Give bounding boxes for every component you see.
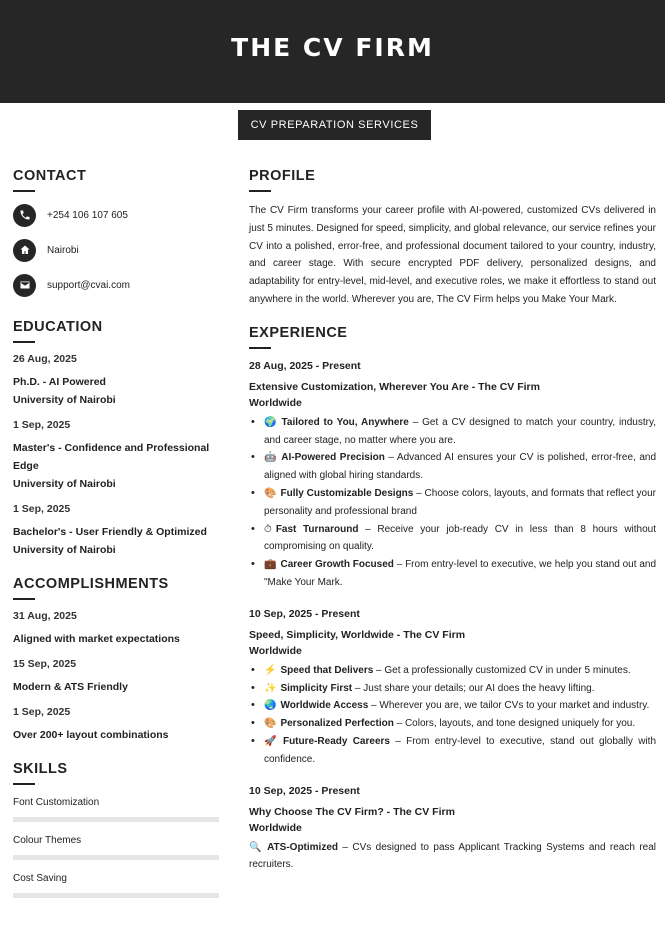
education-school: University of Nairobi: [13, 394, 116, 406]
contact-email: [13, 273, 219, 297]
section-rule: [13, 190, 35, 192]
section-rule: [249, 190, 271, 192]
job-title: Extensive Customization, Wherever You Are - The CV Firm: [249, 380, 540, 393]
education-degree: Ph.D. - AI Powered: [13, 376, 106, 388]
list-item: • 🌍 Tailored to You, Anywhere – Get a CV designed to match your country, industry, and career stage, no matter where you are.: [249, 414, 656, 450]
skill-name: Cost Saving: [13, 873, 67, 884]
services-banner: CV PREPARATION SERVICES: [238, 110, 431, 140]
education-school: University of Nairobi: [13, 478, 116, 490]
skill-bar: [13, 817, 219, 822]
list-item: 🔍 ATS-Optimized – CVs designed to pass Applicant Tracking Systems and reach real recruiters.: [249, 841, 656, 871]
contact-phone-text[interactable]: +254 106 107 605: [47, 209, 128, 221]
skill-name: Font Customization: [13, 797, 100, 808]
education-degree: Bachelor's - User Friendly & Optimized: [13, 526, 207, 538]
contact-location-text: Nairobi: [47, 244, 79, 256]
accomplishment-text: Over 200+ layout combinations: [13, 729, 169, 741]
job-title: Speed, Simplicity, Worldwide - The CV Firm: [249, 628, 466, 641]
briefcase-icon: 💼: [264, 559, 277, 571]
job-bullets: [249, 414, 656, 592]
job-location: Worldwide: [249, 644, 302, 657]
contact-phone: [13, 203, 219, 227]
section-rule: [249, 347, 271, 349]
job-date: 10 Sep, 2025 - Present: [249, 784, 360, 797]
section-rule: [13, 598, 35, 600]
experience-heading: EXPERIENCE: [249, 324, 348, 341]
list-item: • ⚡ Speed that Delivers – Get a professionally customized CV in under 5 minutes.: [249, 662, 656, 680]
list-item: • ✨ Simplicity First – Just share your details; our AI does the heavy lifting.: [249, 680, 656, 698]
profile-text: The CV Firm transforms your career profile with AI-powered, customized CVs delivered in just 5 minutes. Designed for speed, simplicity, and global relevance, our service refines your CV into a polished, error-free, and professional document tailored to your country, industry, and career stage. With secure encrypted PDF delivery, personalized designs, and adaptability for entry-level, mid-level, and executive roles, we make it effortless to stand out anywhere in the world. Wherever you are, The CV Firm helps you Make Your Mark.: [249, 205, 656, 305]
accomplishment-date: 15 Sep, 2025: [13, 658, 77, 670]
education-school: University of Nairobi: [13, 544, 116, 556]
stopwatch-icon: ⏱: [264, 523, 272, 535]
skill-name: Colour Themes: [13, 835, 82, 846]
section-rule: [13, 783, 35, 785]
contact-location: [13, 238, 219, 262]
job-location: Worldwide: [249, 396, 302, 409]
magnifier-icon: 🔍: [249, 841, 264, 853]
page-header: [0, 0, 665, 103]
education-heading: EDUCATION: [13, 319, 103, 335]
firm-title: THE CV FIRM: [231, 33, 434, 62]
sparkles-icon: ✨: [264, 682, 277, 694]
accomplishment-text: Aligned with market expectations: [13, 633, 180, 645]
email-icon: [13, 274, 36, 297]
accomplishment-date: 31 Aug, 2025: [13, 610, 77, 622]
list-item: • 🎨 Fully Customizable Designs – Choose colors, layouts, and formats that reflect your personality and professional brand: [249, 485, 656, 521]
list-item: • 💼 Career Growth Focused – From entry-level to executive, we help you stand out and "Make Your Mark.: [249, 556, 656, 592]
phone-icon: [13, 204, 36, 227]
rocket-icon: 🚀: [264, 735, 279, 747]
home-icon: [13, 239, 36, 262]
accomplishments-heading: ACCOMPLISHMENTS: [13, 576, 169, 592]
profile-heading: PROFILE: [249, 168, 316, 184]
list-item: • 🤖 AI-Powered Precision – Advanced AI ensures your CV is polished, error-free, and aligned with global hiring standards.: [249, 449, 656, 485]
left-column: [13, 168, 219, 898]
section-rule: [13, 341, 35, 343]
job-date: 28 Aug, 2025 - Present: [249, 359, 361, 372]
skill-bar: [13, 893, 219, 898]
education-date: 26 Aug, 2025: [13, 353, 77, 365]
accomplishment-text: Modern & ATS Friendly: [13, 681, 128, 693]
list-item: • 🚀 Future-Ready Careers – From entry-level to executive, stand out globally with confidence.: [249, 733, 656, 769]
job-title: Why Choose The CV Firm? - The CV Firm: [249, 805, 455, 818]
accomplishment-date: 1 Sep, 2025: [13, 706, 71, 718]
job-bullets: [249, 662, 656, 769]
palette-icon: 🎨: [264, 487, 277, 499]
skills-heading: SKILLS: [13, 761, 68, 777]
list-item: • ⏱ Fast Turnaround – Receive your job-ready CV in less than 8 hours without compromising on quality.: [249, 521, 656, 557]
skill-bar: [13, 855, 219, 860]
globe-icon: 🌍: [264, 416, 278, 428]
right-column: [249, 168, 656, 874]
list-item: • 🎨 Personalized Perfection – Colors, layouts, and tone designed uniquely for you.: [249, 715, 656, 733]
robot-icon: 🤖: [264, 452, 278, 464]
list-item: • 🌏 Worldwide Access – Wherever you are, we tailor CVs to your market and industry.: [249, 697, 656, 715]
lightning-icon: ⚡: [264, 664, 277, 676]
palette-icon: 🎨: [264, 718, 277, 730]
job-date: 10 Sep, 2025 - Present: [249, 607, 360, 620]
contact-heading: CONTACT: [13, 168, 87, 184]
education-date: 1 Sep, 2025: [13, 419, 71, 431]
job-location: Worldwide: [249, 821, 302, 834]
education-degree: Master's - Confidence and Professional Edge: [13, 442, 210, 472]
contact-email-text[interactable]: support@cvai.com: [47, 279, 130, 291]
education-date: 1 Sep, 2025: [13, 503, 71, 515]
globe-icon: 🌏: [264, 700, 277, 712]
